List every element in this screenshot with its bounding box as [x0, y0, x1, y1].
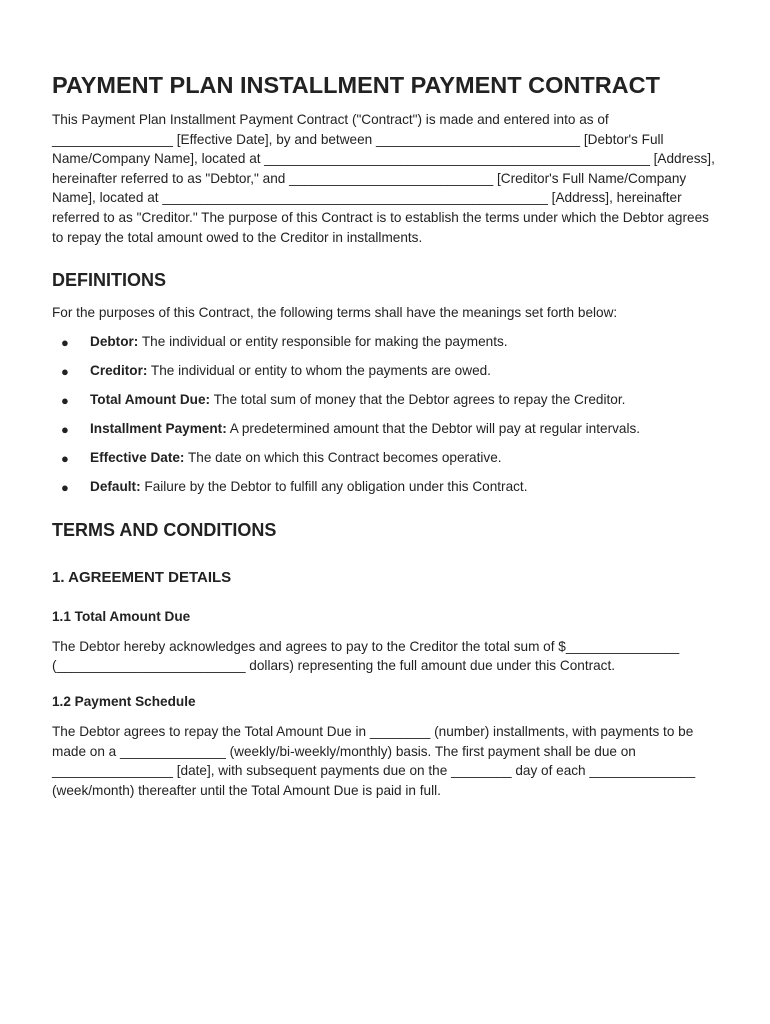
definitions-heading: DEFINITIONS	[52, 270, 167, 291]
definition-item-debtor	[52, 332, 720, 351]
definition-item-total-amount-due	[52, 390, 720, 409]
bullet-icon: ●	[61, 450, 69, 466]
definition-item-creditor	[52, 361, 720, 380]
definition-text: The individual or entity to whom the payments are owed.	[147, 362, 491, 378]
definition-term: Effective Date:	[90, 449, 185, 465]
bullet-icon: ●	[61, 363, 69, 379]
definition-item-effective-date	[52, 448, 720, 467]
agreement-details-heading: 1. AGREEMENT DETAILS	[52, 568, 232, 586]
definition-item-default	[52, 477, 720, 496]
definition-text: The individual or entity responsible for making the payments.	[138, 333, 508, 349]
definition-text: The total sum of money that the Debtor agrees to repay the Creditor.	[210, 391, 626, 407]
total-amount-due-heading: 1.1 Total Amount Due	[52, 608, 191, 624]
definition-text: The date on which this Contract becomes operative.	[184, 449, 502, 465]
bullet-icon: ●	[61, 392, 69, 408]
definition-term: Debtor:	[90, 333, 139, 349]
payment-schedule-heading: 1.2 Payment Schedule	[52, 693, 196, 709]
payment-schedule-paragraph: The Debtor agrees to repay the Total Amount Due in ________ (number) installments, with payments to be made on a ______________ (weekly/bi-weekly/monthly) basis. The first payment shall be due on ________________ [date], with subsequent payments due on the ________ day of each ______________ (week/month) thereafter until the Total Amount Due is paid in full.	[52, 723, 696, 798]
terms-heading: TERMS AND CONDITIONS	[52, 519, 277, 540]
bullet-icon: ●	[61, 334, 69, 350]
document-title: PAYMENT PLAN INSTALLMENT PAYMENT CONTRACT	[52, 72, 660, 98]
definition-term: Total Amount Due:	[90, 391, 211, 407]
bullet-icon: ●	[61, 479, 69, 495]
definition-item-installment-payment	[52, 419, 720, 438]
definition-term: Default:	[90, 478, 141, 494]
definition-term: Installment Payment:	[90, 420, 227, 436]
bullet-icon: ●	[61, 421, 69, 437]
definition-text: A predetermined amount that the Debtor will pay at regular intervals.	[226, 420, 641, 436]
definition-term: Creditor:	[90, 362, 148, 378]
definition-text: Failure by the Debtor to fulfill any obligation under this Contract.	[140, 478, 528, 494]
definitions-list	[52, 332, 720, 496]
definitions-intro: For the purposes of this Contract, the following terms shall have the meanings set forth below:	[52, 305, 618, 321]
total-amount-due-paragraph: The Debtor hereby acknowledges and agrees to pay to the Creditor the total sum of $_______________ (_________________________ dollars) representing the full amount due under this Contract.	[52, 638, 680, 674]
intro-paragraph: This Payment Plan Installment Payment Contract ("Contract") is made and entered into as of ________________ [Effective Date], by and between ___________________________ [Debtor's Full Name/Company Name], located at ___________________________________________________ [Address], hereinafter referred to as "Debtor," and ___________________________ [Creditor's Full Name/Company Name], located at ___________________________________________________ [Address], hereinafter referred to as "Creditor." The purpose of this Contract is to establish the terms under which the Debtor agrees to repay the total amount owed to the Creditor in installments.	[52, 112, 715, 245]
